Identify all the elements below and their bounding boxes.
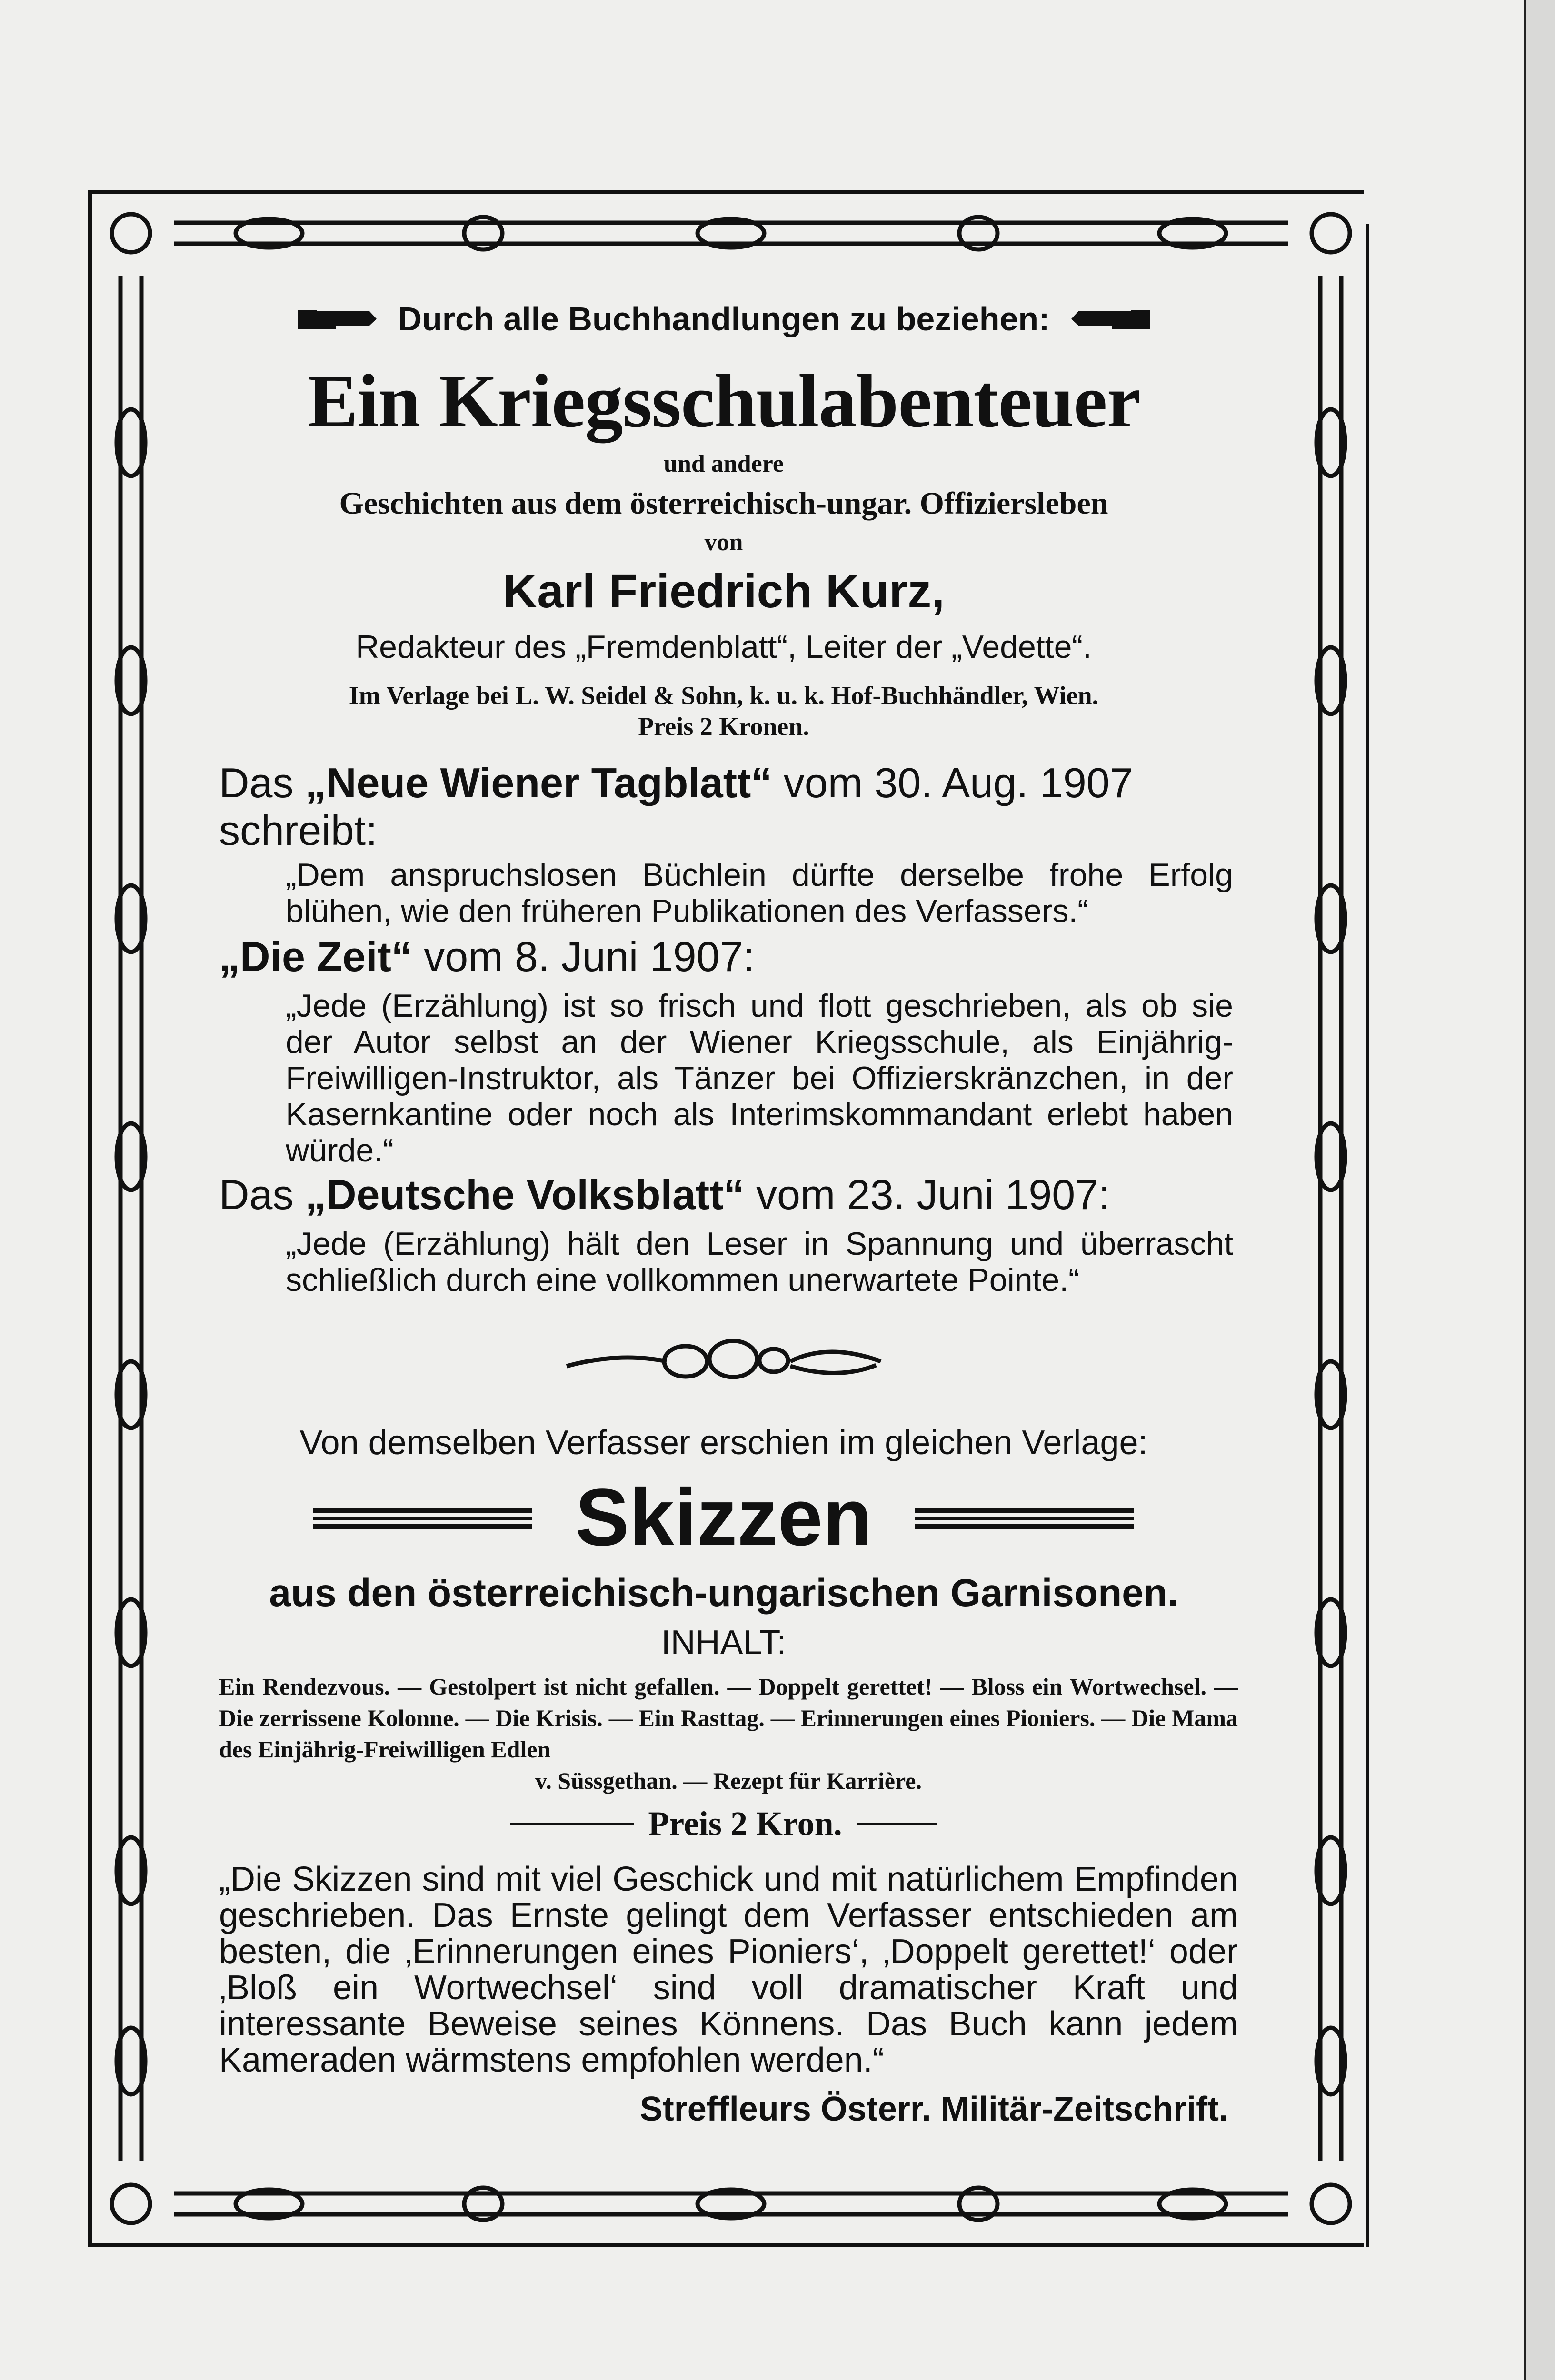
contents-last-line: v. Süssgethan. — Rezept für Karrière. [535, 1767, 922, 1794]
second-book-price: Preis 2 Kron. [648, 1805, 842, 1843]
double-rule-left [313, 1503, 532, 1532]
contents-list [219, 1671, 1238, 1796]
second-book-intro: Von demselben Verfasser erschien im gleichen Verlage: [299, 1424, 1148, 1462]
book-subtitle: Geschichten aus dem österreichisch-ungar. Offiziersleben [339, 486, 1108, 521]
double-rule-right [915, 1503, 1134, 1532]
contents-heading: INHALT: [661, 1624, 787, 1662]
review-quote: „Jede (Erzählung) hält den Leser in Spannung und überrascht schließlich durch eine vollkommen unerwartete Pointe.“ [286, 1226, 1233, 1298]
availability-text: Durch alle Buchhandlungen zu beziehen: [398, 300, 1050, 337]
book-price: Preis 2 Kronen. [638, 712, 809, 741]
availability-line [209, 300, 1238, 338]
review-quote: „Dem anspruchslosen Büchlein dürfte derselbe frohe Erfolg blühen, wie den früheren Publikationen des Verfassers.“ [286, 857, 1233, 929]
advertisement-content [209, 286, 1238, 2152]
author-preposition: von [704, 529, 743, 556]
contents-main: Ein Rendezvous. — Gestolpert ist nicht gefallen. — Doppelt gerettet! — Bloss ein Wortwechsel. — Die zerrissene Kolonne. — Die Krisis. — Ein Rasttag. — Erinnerungen eines Pioniers. — Die Mama des Einjährig-Freiwilligen Edlen [219, 1673, 1238, 1763]
newspaper-name: „Deutsche Volksblatt“ [305, 1171, 745, 1218]
price-rule-right [857, 1823, 937, 1825]
review-heading: Das „Neue Wiener Tagblatt“ vom 30. Aug. 1907 schreibt: [219, 759, 1133, 854]
pointing-hand-left-icon [1069, 305, 1150, 333]
decorative-flourish [562, 1333, 886, 1390]
outer-border-right-edge [1366, 224, 1369, 2247]
review-quote: „Jede (Erzählung) ist so frisch und flott geschrieben, als ob sie der Autor selbst an der Wiener Kriegsschule, als Einjährig-Freiwilligen-Instruktor, als Tänzer bei Offizierskränzchen, in der Kasernkantine oder noch als Interimskommandant erlebt haben würde.“ [286, 988, 1233, 1169]
newspaper-name: „Neue Wiener Tagblatt“ [305, 759, 772, 806]
second-book-price-row [209, 1804, 1238, 1844]
review-heading: „Die Zeit“ vom 8. Juni 1907: [219, 933, 755, 980]
publisher-line: Im Verlage bei L. W. Seidel & Sohn, k. u. k. Hof-Buchhändler, Wien. [349, 681, 1099, 710]
book-title-connector: und andere [664, 450, 784, 477]
second-book-subtitle: aus den österreichisch-ungarischen Garnisonen. [269, 1571, 1178, 1615]
second-book-title-row [209, 1471, 1238, 1564]
review-source: Streffleurs Österr. Militär-Zeitschrift. [639, 2090, 1228, 2128]
price-rule-left [510, 1823, 634, 1825]
page-edge-strip [1524, 0, 1555, 2380]
review-heading: Das „Deutsche Volksblatt“ vom 23. Juni 1907: [219, 1171, 1110, 1218]
book-title: Ein Kriegsschulabenteuer [307, 358, 1140, 443]
pointing-hand-right-icon [298, 305, 379, 333]
author-name: Karl Friedrich Kurz, [503, 565, 945, 618]
second-book-title: Skizzen [575, 1472, 872, 1563]
author-role: Redakteur des „Fremdenblatt“, Leiter der „Vedette“. [356, 629, 1092, 665]
newspaper-name: „Die Zeit“ [219, 933, 412, 980]
second-book-review: „Die Skizzen sind mit viel Geschick und mit natürlichem Empfinden geschrieben. Das Ernste gelingt dem Verfasser entschieden am besten, die ‚Erinnerungen eines Pioniers‘, ‚Doppelt gerettet!‘ oder ‚Bloß ein Wortwechsel‘ sind voll dramatischer Kraft und interessante Beweise seines Könnens. Das Buch kann jedem Kameraden wärmstens empfohlen werden.“ [219, 1860, 1238, 2079]
